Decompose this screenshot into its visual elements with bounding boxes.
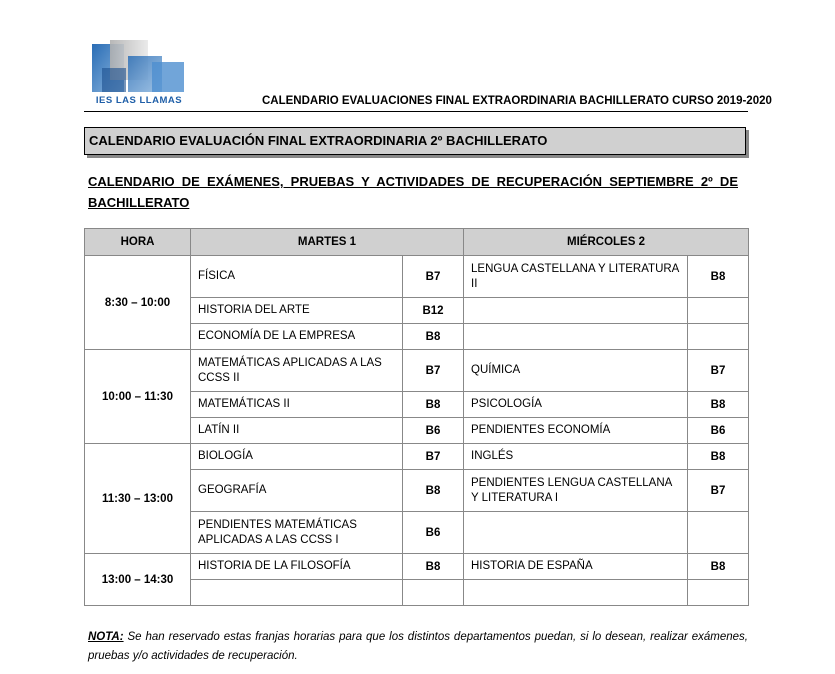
- subject-day2-cell: HISTORIA DE ESPAÑA: [464, 554, 688, 580]
- subject-day1-cell: GEOGRAFÍA: [191, 470, 403, 512]
- exam-schedule-table: [84, 228, 749, 606]
- room-day1-cell: B8: [403, 554, 464, 580]
- time-slot-cell: 8:30 – 10:00: [85, 256, 191, 350]
- room-day1-cell: B7: [403, 444, 464, 470]
- time-slot-cell: 10:00 – 11:30: [85, 350, 191, 444]
- school-logo: [88, 38, 190, 110]
- subject-day2-cell: LENGUA CASTELLANA Y LITERATURA II: [464, 256, 688, 298]
- subject-day1-cell: MATEMÁTICAS II: [191, 392, 403, 418]
- subject-day2-cell: [464, 324, 688, 350]
- subject-day1-cell: FÍSICA: [191, 256, 403, 298]
- room-day1-cell: B12: [403, 298, 464, 324]
- subject-day1-cell: HISTORIA DE LA FILOSOFÍA: [191, 554, 403, 580]
- room-day2-cell: [688, 512, 749, 554]
- header-day2: MIÉRCOLES 2: [464, 229, 749, 256]
- subject-day2-cell: [464, 298, 688, 324]
- table-row: [85, 256, 749, 298]
- footnote-label: NOTA:: [88, 631, 124, 643]
- section-title-box: [84, 127, 746, 155]
- room-day2-cell: B7: [688, 350, 749, 392]
- room-day2-cell: [688, 298, 749, 324]
- subject-day1-cell: BIOLOGÍA: [191, 444, 403, 470]
- time-slot-cell: 11:30 – 13:00: [85, 444, 191, 554]
- section-title: CALENDARIO EVALUACIÓN FINAL EXTRAORDINARIA 2º BACHILLERATO: [89, 133, 548, 148]
- subject-day2-cell: PENDIENTES ECONOMÍA: [464, 418, 688, 444]
- subject-day1-cell: LATÍN II: [191, 418, 403, 444]
- subject-day1-cell: [191, 580, 403, 606]
- logo-text: IES LAS LLAMAS: [95, 95, 183, 106]
- header-day1: MARTES 1: [191, 229, 464, 256]
- table-row: [85, 554, 749, 580]
- subject-day1-cell: PENDIENTES MATEMÁTICAS APLICADAS A LAS CCSS I: [191, 512, 403, 554]
- room-day1-cell: B8: [403, 470, 464, 512]
- room-day2-cell: B8: [688, 554, 749, 580]
- room-day1-cell: [403, 580, 464, 606]
- header-title: CALENDARIO EVALUACIONES FINAL EXTRAORDINARIA BACHILLERATO CURSO 2019-2020: [262, 95, 772, 107]
- subject-day2-cell: PENDIENTES LENGUA CASTELLANA Y LITERATURA I: [464, 470, 688, 512]
- subject-day1-cell: MATEMÁTICAS APLICADAS A LAS CCSS II: [191, 350, 403, 392]
- header-divider: [84, 111, 748, 112]
- room-day1-cell: B6: [403, 512, 464, 554]
- subject-day2-cell: [464, 512, 688, 554]
- room-day2-cell: [688, 324, 749, 350]
- subject-day2-cell: QUÍMICA: [464, 350, 688, 392]
- room-day1-cell: B7: [403, 256, 464, 298]
- table-row: [85, 444, 749, 470]
- room-day1-cell: B6: [403, 418, 464, 444]
- room-day1-cell: B8: [403, 324, 464, 350]
- room-day2-cell: B6: [688, 418, 749, 444]
- room-day1-cell: B7: [403, 350, 464, 392]
- header-hora: HORA: [85, 229, 191, 256]
- time-slot-cell: 13:00 – 14:30: [85, 554, 191, 606]
- room-day2-cell: B7: [688, 470, 749, 512]
- footnote-text: Se han reservado estas franjas horarias para que los distintos departamentos puedan, si lo desean, realizar exámenes, pruebas y/o actividades de recuperación.: [88, 631, 748, 662]
- subject-day2-cell: PSICOLOGÍA: [464, 392, 688, 418]
- room-day1-cell: B8: [403, 392, 464, 418]
- schedule-subtitle: CALENDARIO DE EXÁMENES, PRUEBAS Y ACTIVIDADES DE RECUPERACIÓN SEPTIEMBRE 2º DE BACHILLERATO: [88, 174, 738, 210]
- subject-day2-cell: [464, 580, 688, 606]
- room-day2-cell: B8: [688, 392, 749, 418]
- subject-day2-cell: INGLÉS: [464, 444, 688, 470]
- subject-day1-cell: ECONOMÍA DE LA EMPRESA: [191, 324, 403, 350]
- footnote: [88, 628, 748, 666]
- room-day2-cell: B8: [688, 256, 749, 298]
- table-body: [85, 256, 749, 606]
- table-row: [85, 350, 749, 392]
- room-day2-cell: B8: [688, 444, 749, 470]
- room-day2-cell: [688, 580, 749, 606]
- table-header-row: [85, 229, 749, 256]
- subject-day1-cell: HISTORIA DEL ARTE: [191, 298, 403, 324]
